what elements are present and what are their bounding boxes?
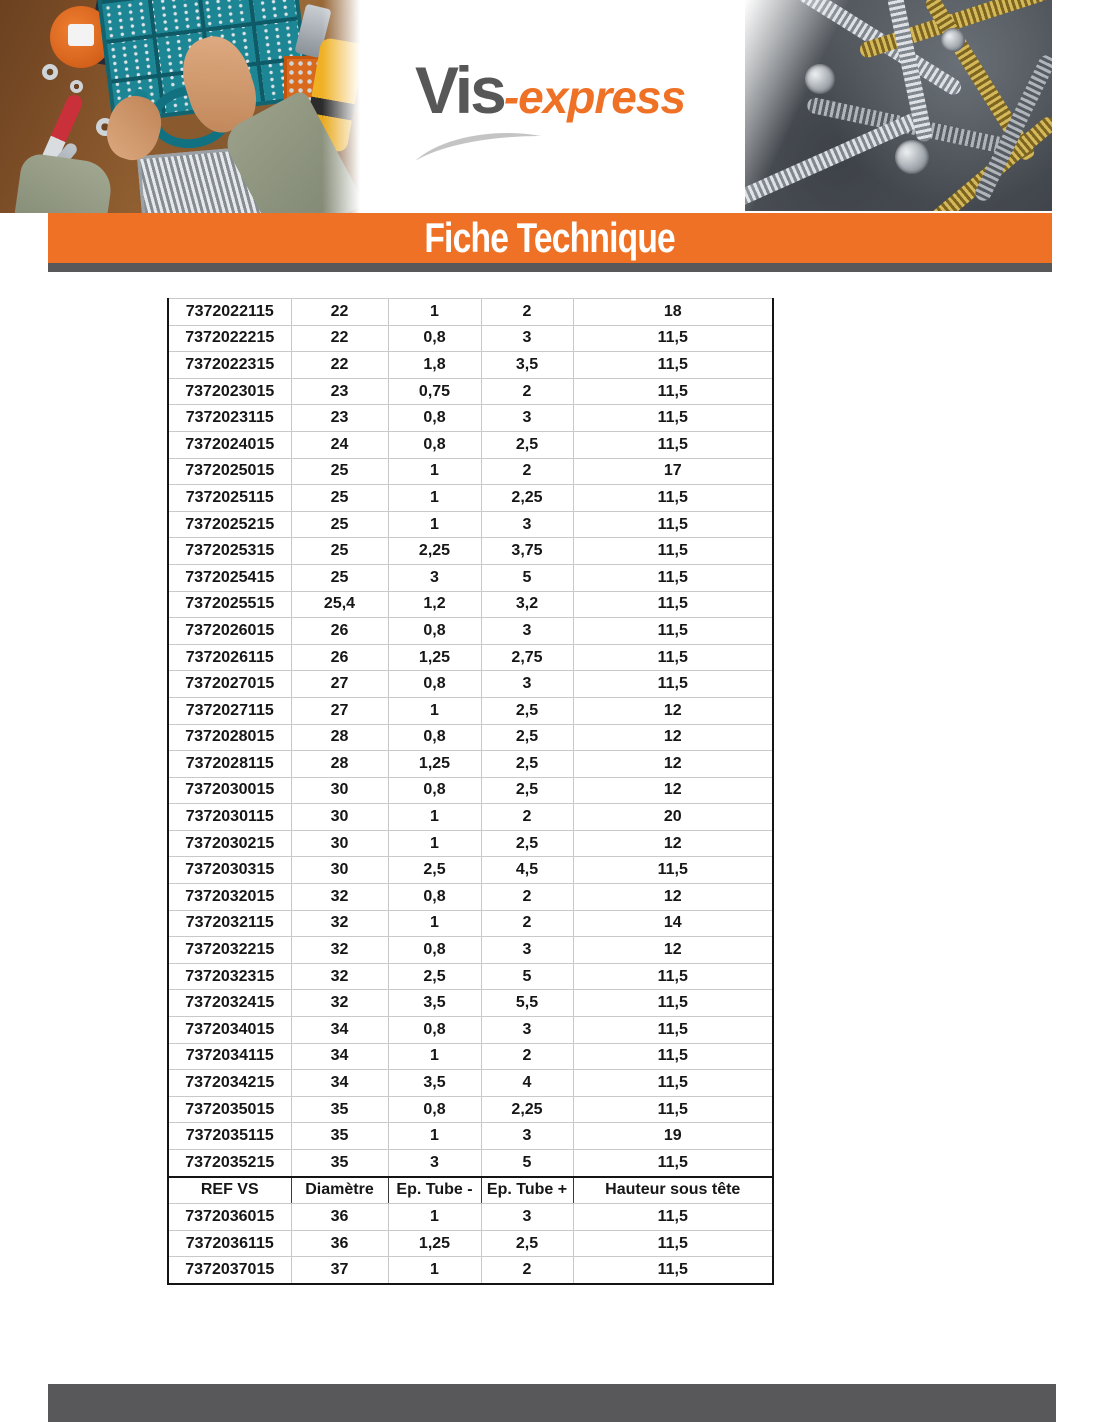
table-cell: 11,5 — [573, 591, 773, 618]
table-cell: 7372023115 — [168, 405, 291, 432]
table-cell: 7372025515 — [168, 591, 291, 618]
table-cell: 7372030015 — [168, 777, 291, 804]
table-cell: 7372037015 — [168, 1257, 291, 1284]
table-cell: 3 — [481, 671, 573, 698]
table-cell: 12 — [573, 777, 773, 804]
table-cell: 2 — [481, 804, 573, 831]
table-cell: 7372034115 — [168, 1043, 291, 1070]
table-cell: 32 — [291, 910, 388, 937]
banner-underbar — [48, 263, 1052, 272]
table-cell: 35 — [291, 1096, 388, 1123]
table-cell: 5 — [481, 963, 573, 990]
table-cell: 1 — [388, 830, 481, 857]
table-cell: 3,75 — [481, 538, 573, 565]
vis-express-logo — [385, 52, 715, 128]
table-cell: 11,5 — [573, 990, 773, 1017]
table-row — [168, 937, 773, 964]
screw-head-shape — [941, 28, 965, 52]
table-cell: 34 — [291, 1043, 388, 1070]
table-row — [168, 299, 773, 326]
washer-shape — [70, 80, 83, 93]
title-banner — [48, 213, 1052, 263]
table-cell: 11,5 — [573, 1204, 773, 1231]
table-cell: 7372028015 — [168, 724, 291, 751]
table-cell: 2,5 — [481, 1230, 573, 1257]
table-cell: 1 — [388, 299, 481, 326]
table-cell: 7372032215 — [168, 937, 291, 964]
logo-text-express: -express — [503, 71, 686, 123]
table-cell: 28 — [291, 751, 388, 778]
table-cell: 25 — [291, 485, 388, 512]
table-cell: 7372028115 — [168, 751, 291, 778]
table-cell: 22 — [291, 352, 388, 379]
table-cell: 3 — [481, 937, 573, 964]
table-cell: 7372030115 — [168, 804, 291, 831]
table-row — [168, 644, 773, 671]
table-cell: 32 — [291, 937, 388, 964]
table-cell: 25 — [291, 564, 388, 591]
column-header-cell: Ep. Tube + — [481, 1177, 573, 1204]
table-cell: 0,75 — [388, 378, 481, 405]
table-cell: 11,5 — [573, 1070, 773, 1097]
left-sleeve-shape — [14, 152, 115, 213]
table-cell: 1 — [388, 458, 481, 485]
table-header-row — [168, 1177, 773, 1204]
table-cell: 1 — [388, 1257, 481, 1284]
table-cell: 1 — [388, 1204, 481, 1231]
table-cell: 1,2 — [388, 591, 481, 618]
table-row — [168, 910, 773, 937]
table-row — [168, 1230, 773, 1257]
table-cell: 30 — [291, 777, 388, 804]
table-cell: 30 — [291, 857, 388, 884]
table-cell: 1,25 — [388, 1230, 481, 1257]
table-cell: 7372022115 — [168, 299, 291, 326]
table-cell: 5,5 — [481, 990, 573, 1017]
table-cell: 28 — [291, 724, 388, 751]
table-cell: 2 — [481, 1043, 573, 1070]
table-cell: 11,5 — [573, 564, 773, 591]
tape-measure-label-shape — [68, 24, 94, 46]
table-cell: 34 — [291, 1070, 388, 1097]
table-row — [168, 352, 773, 379]
table-cell: 1 — [388, 1043, 481, 1070]
table-cell: 11,5 — [573, 431, 773, 458]
table-cell: 2 — [481, 910, 573, 937]
table-cell: 1,8 — [388, 352, 481, 379]
table-row — [168, 458, 773, 485]
table-cell: 11,5 — [573, 378, 773, 405]
table-cell: 7372036015 — [168, 1204, 291, 1231]
table-cell: 27 — [291, 697, 388, 724]
spec-table — [167, 298, 774, 1285]
table-cell: 12 — [573, 724, 773, 751]
table-cell: 1 — [388, 485, 481, 512]
table-cell: 25 — [291, 538, 388, 565]
table-cell: 18 — [573, 299, 773, 326]
table-cell: 12 — [573, 937, 773, 964]
column-header-cell: Ep. Tube - — [388, 1177, 481, 1204]
table-cell: 3,5 — [388, 990, 481, 1017]
table-cell: 2,5 — [481, 751, 573, 778]
table-cell: 7372030215 — [168, 830, 291, 857]
table-cell: 2,5 — [388, 857, 481, 884]
table-cell: 7372022215 — [168, 325, 291, 352]
table-cell: 0,8 — [388, 884, 481, 911]
table-cell: 7372027015 — [168, 671, 291, 698]
table-cell: 37 — [291, 1257, 388, 1284]
table-row — [168, 830, 773, 857]
screw-shape — [973, 53, 1052, 204]
table-row — [168, 1070, 773, 1097]
table-row — [168, 804, 773, 831]
table-row — [168, 591, 773, 618]
screw-shape — [887, 0, 934, 143]
screws-photo — [745, 0, 1052, 211]
table-cell: 7372034215 — [168, 1070, 291, 1097]
table-cell: 3 — [481, 325, 573, 352]
table-cell: 0,8 — [388, 937, 481, 964]
table-row — [168, 618, 773, 645]
table-cell: 11,5 — [573, 857, 773, 884]
table-cell: 0,8 — [388, 405, 481, 432]
table-cell: 11,5 — [573, 352, 773, 379]
table-cell: 2 — [481, 458, 573, 485]
table-row — [168, 777, 773, 804]
table-cell: 7372032315 — [168, 963, 291, 990]
table-cell: 22 — [291, 325, 388, 352]
table-cell: 3 — [481, 405, 573, 432]
table-cell: 4,5 — [481, 857, 573, 884]
table-cell: 7372030315 — [168, 857, 291, 884]
table-row — [168, 511, 773, 538]
table-cell: 11,5 — [573, 1017, 773, 1044]
table-cell: 35 — [291, 1123, 388, 1150]
table-cell: 7372025115 — [168, 485, 291, 512]
table-cell: 7372023015 — [168, 378, 291, 405]
table-row — [168, 325, 773, 352]
table-cell: 2,25 — [481, 1096, 573, 1123]
table-cell: 3 — [481, 511, 573, 538]
table-cell: 3 — [481, 618, 573, 645]
table-cell: 25,4 — [291, 591, 388, 618]
screw-head-shape — [805, 64, 835, 94]
table-cell: 0,8 — [388, 431, 481, 458]
table-cell: 11,5 — [573, 1043, 773, 1070]
table-cell: 22 — [291, 299, 388, 326]
table-cell: 7372026015 — [168, 618, 291, 645]
table-row — [168, 405, 773, 432]
table-cell: 36 — [291, 1204, 388, 1231]
table-row — [168, 538, 773, 565]
table-cell: 7372027115 — [168, 697, 291, 724]
table-cell: 3 — [388, 1150, 481, 1177]
screw-shape — [911, 114, 1052, 211]
column-header-cell: REF VS — [168, 1177, 291, 1204]
table-cell: 11,5 — [573, 511, 773, 538]
table-cell: 11,5 — [573, 325, 773, 352]
table-cell: 5 — [481, 1150, 573, 1177]
screw-shape — [806, 96, 1034, 159]
table-cell: 1 — [388, 511, 481, 538]
table-cell: 2,75 — [481, 644, 573, 671]
table-row — [168, 1123, 773, 1150]
table-cell: 11,5 — [573, 1150, 773, 1177]
workbench-photo — [0, 0, 360, 213]
table-cell: 0,8 — [388, 325, 481, 352]
table-cell: 34 — [291, 1017, 388, 1044]
table-cell: 36 — [291, 1230, 388, 1257]
table-cell: 20 — [573, 804, 773, 831]
table-cell: 7372035215 — [168, 1150, 291, 1177]
table-row — [168, 671, 773, 698]
table-cell: 7372025315 — [168, 538, 291, 565]
table-cell: 25 — [291, 511, 388, 538]
screw-head-shape — [895, 140, 929, 174]
footer-bar — [48, 1384, 1056, 1422]
table-cell: 3,5 — [388, 1070, 481, 1097]
table-cell: 1 — [388, 804, 481, 831]
table-cell: 1,25 — [388, 644, 481, 671]
table-cell: 27 — [291, 671, 388, 698]
table-cell: 2,5 — [388, 963, 481, 990]
table-cell: 2 — [481, 299, 573, 326]
table-cell: 26 — [291, 618, 388, 645]
table-cell: 11,5 — [573, 485, 773, 512]
screw-shape — [786, 0, 964, 98]
table-cell: 12 — [573, 830, 773, 857]
table-cell: 2,5 — [481, 431, 573, 458]
table-row — [168, 564, 773, 591]
table-cell: 7372032015 — [168, 884, 291, 911]
washer-shape — [42, 64, 58, 80]
table-cell: 3 — [481, 1204, 573, 1231]
table-cell: 0,8 — [388, 724, 481, 751]
table-cell: 11,5 — [573, 644, 773, 671]
logo-swoosh-icon — [413, 128, 543, 164]
table-row — [168, 1257, 773, 1284]
table-row — [168, 378, 773, 405]
table-cell: 26 — [291, 644, 388, 671]
table-row — [168, 857, 773, 884]
table-cell: 2,5 — [481, 830, 573, 857]
table-cell: 32 — [291, 990, 388, 1017]
table-cell: 0,8 — [388, 1017, 481, 1044]
logo-text-vis: Vis — [414, 53, 504, 127]
table-cell: 4 — [481, 1070, 573, 1097]
table-row — [168, 963, 773, 990]
table-cell: 11,5 — [573, 405, 773, 432]
table-cell: 35 — [291, 1150, 388, 1177]
table-cell: 5 — [481, 564, 573, 591]
table-cell: 3 — [388, 564, 481, 591]
table-cell: 7372034015 — [168, 1017, 291, 1044]
table-row — [168, 1204, 773, 1231]
table-cell: 7372026115 — [168, 644, 291, 671]
table-cell: 2 — [481, 378, 573, 405]
table-cell: 3 — [481, 1123, 573, 1150]
table-row — [168, 724, 773, 751]
screw-shape — [923, 0, 1037, 163]
table-cell: 3,2 — [481, 591, 573, 618]
table-cell: 30 — [291, 804, 388, 831]
table-cell: 17 — [573, 458, 773, 485]
table-cell: 30 — [291, 830, 388, 857]
table-cell: 1 — [388, 910, 481, 937]
table-row — [168, 990, 773, 1017]
table-cell: 25 — [291, 458, 388, 485]
table-cell: 7372035115 — [168, 1123, 291, 1150]
table-cell: 11,5 — [573, 1257, 773, 1284]
table-cell: 19 — [573, 1123, 773, 1150]
screw-shape — [745, 108, 929, 208]
table-row — [168, 1096, 773, 1123]
table-cell: 32 — [291, 884, 388, 911]
screw-shape — [858, 0, 1052, 60]
table-cell: 2,25 — [481, 485, 573, 512]
table-cell: 32 — [291, 963, 388, 990]
table-cell: 7372032115 — [168, 910, 291, 937]
table-cell: 23 — [291, 405, 388, 432]
table-cell: 7372036115 — [168, 1230, 291, 1257]
table-cell: 1 — [388, 697, 481, 724]
table-cell: 7372035015 — [168, 1096, 291, 1123]
spec-table-body — [168, 299, 773, 1284]
table-cell: 1,25 — [388, 751, 481, 778]
table-cell: 12 — [573, 751, 773, 778]
column-header-cell: Hauteur sous tête — [573, 1177, 773, 1204]
table-cell: 3 — [481, 1017, 573, 1044]
table-row — [168, 697, 773, 724]
table-cell: 7372025415 — [168, 564, 291, 591]
table-cell: 2,5 — [481, 724, 573, 751]
table-cell: 11,5 — [573, 1096, 773, 1123]
table-cell: 0,8 — [388, 671, 481, 698]
table-row — [168, 1017, 773, 1044]
table-row — [168, 884, 773, 911]
table-cell: 2,25 — [388, 538, 481, 565]
table-cell: 11,5 — [573, 618, 773, 645]
table-cell: 1 — [388, 1123, 481, 1150]
table-cell: 2,5 — [481, 777, 573, 804]
table-cell: 23 — [291, 378, 388, 405]
table-cell: 14 — [573, 910, 773, 937]
table-cell: 7372024015 — [168, 431, 291, 458]
table-cell: 12 — [573, 884, 773, 911]
table-cell: 2 — [481, 1257, 573, 1284]
table-row — [168, 431, 773, 458]
table-row — [168, 1150, 773, 1177]
table-cell: 0,8 — [388, 618, 481, 645]
table-cell: 11,5 — [573, 538, 773, 565]
table-cell: 3,5 — [481, 352, 573, 379]
logo-wordmark — [385, 52, 715, 128]
table-cell: 7372025215 — [168, 511, 291, 538]
table-cell: 7372025015 — [168, 458, 291, 485]
table-cell: 7372032415 — [168, 990, 291, 1017]
table-cell: 0,8 — [388, 777, 481, 804]
table-cell: 11,5 — [573, 963, 773, 990]
table-row — [168, 751, 773, 778]
table-row — [168, 1043, 773, 1070]
table-cell: 11,5 — [573, 1230, 773, 1257]
column-header-cell: Diamètre — [291, 1177, 388, 1204]
table-row — [168, 485, 773, 512]
table-cell: 2,5 — [481, 697, 573, 724]
table-cell: 2 — [481, 884, 573, 911]
table-cell: 24 — [291, 431, 388, 458]
table-cell: 12 — [573, 697, 773, 724]
table-cell: 7372022315 — [168, 352, 291, 379]
page-title: Fiche Technique — [424, 214, 676, 261]
table-cell: 11,5 — [573, 671, 773, 698]
table-cell: 0,8 — [388, 1096, 481, 1123]
